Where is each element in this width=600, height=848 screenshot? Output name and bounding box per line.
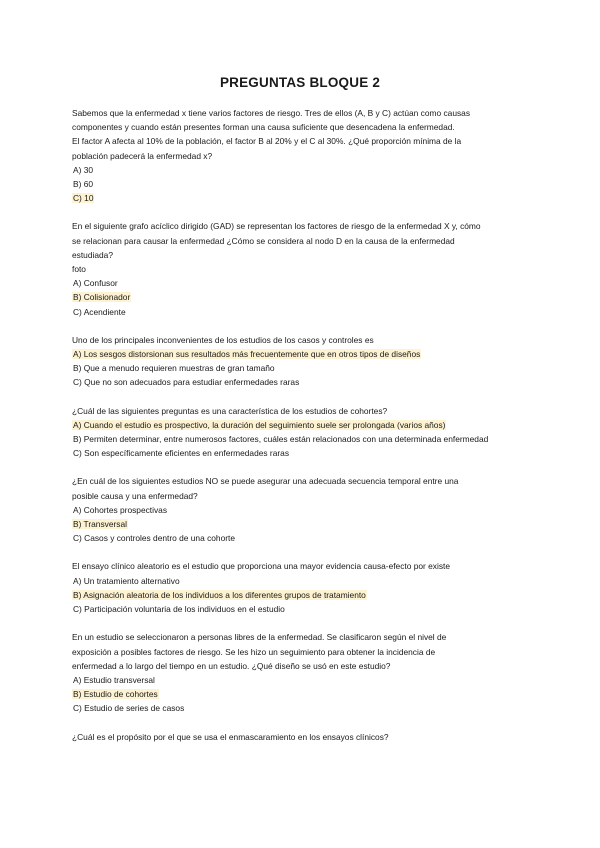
option-c: C) Casos y controles dentro de una cohorte (73, 533, 236, 544)
question-text: En el siguiente grafo acíclico dirigido (GAD) se representan los factores de riesgo de la enfermedad X y, cómo se relacionan para causar la enfermedad ¿Cómo se considera al nodo D en la causa de la enfermedad estudiada? foto (72, 221, 481, 275)
question-1 (72, 106, 532, 205)
page-title: PREGUNTAS BLOQUE 2 (219, 75, 381, 90)
option-a: A) Estudio transversal (73, 674, 155, 685)
option-b: B) 60 (73, 179, 94, 190)
question-2 (72, 219, 532, 318)
option-c: C) Participación voluntaria de los individuos en el estudio (73, 604, 285, 615)
option-b-highlighted: B) Colisionador (73, 292, 131, 303)
question-5 (72, 474, 532, 545)
option-c: C) Son específicamente eficientes en enfermedades raras (73, 448, 290, 459)
option-a-highlighted: A) Cuando el estudio es prospectivo, la duración del seguimiento suele ser prolongada (varios años) (73, 419, 446, 430)
question-text: ¿En cuál de los siguientes estudios NO se puede asegurar una adecuada secuencia temporal entre una posible causa y una enfermedad? (72, 476, 459, 501)
option-c: C) Acendiente (73, 306, 126, 317)
option-b: B) Permiten determinar, entre numerosos factores, cuáles están relacionados con una determinada enfermedad (73, 434, 489, 445)
question-text: Uno de los principales inconvenientes de los estudios de los casos y controles es (72, 334, 374, 345)
option-a: A) Un tratamiento alternativo (73, 575, 180, 586)
question-text: ¿Cuál de las siguientes preguntas es una característica de los estudios de cohortes? (72, 405, 388, 416)
question-8 (72, 730, 532, 744)
question-list (72, 106, 532, 758)
question-6 (72, 559, 532, 616)
option-c: C) Que no son adecuados para estudiar enfermedades raras (73, 377, 300, 388)
option-b-highlighted: B) Asignación aleatoria de los individuos a los diferentes grupos de tratamiento (73, 589, 366, 600)
question-text: ¿Cuál es el propósito por el que se usa el enmascaramiento en los ensayos clínicos? (72, 731, 389, 742)
option-c-highlighted: C) 10 (73, 193, 94, 204)
question-text: Sabemos que la enfermedad x tiene varios factores de riesgo. Tres de ellos (A, B y C) actúan como causas componentes y cuando están presentes forman una causa suficiente que desencadena la enfermedad. El factor A afecta al 10% de la población, el factor B al 20% y el C al 30%. ¿Qué proporción mínima de la población padecerá la enfermedad x? (72, 108, 471, 161)
question-text: En un estudio se seleccionaron a personas libres de la enfermedad. Se clasificaron según el nivel de exposición a posibles factores de riesgo. Se les hizo un seguimiento para obtener la incidencia de enfermedad a lo largo del tiempo en un estudio. ¿Qué diseño se usó en este estudio? (72, 632, 447, 671)
question-4 (72, 404, 532, 461)
option-a: A) 30 (73, 164, 94, 175)
option-a: A) Confusor (73, 278, 118, 289)
option-c: C) Estudio de series de casos (73, 703, 185, 714)
option-b-highlighted: B) Transversal (73, 519, 127, 530)
question-7 (72, 630, 532, 715)
question-text: El ensayo clínico aleatorio es el estudio que proporciona una mayor evidencia causa-efecto por existe (72, 561, 451, 572)
option-a: A) Cohortes prospectivas (73, 504, 168, 515)
option-a-highlighted: A) Los sesgos distorsionan sus resultados más frecuentemente que en otros tipos de diseños (73, 349, 421, 360)
option-b: B) Que a menudo requieren muestras de gran tamaño (73, 363, 275, 374)
option-b-highlighted: B) Estudio de cohortes (73, 689, 158, 700)
question-3 (72, 333, 532, 390)
